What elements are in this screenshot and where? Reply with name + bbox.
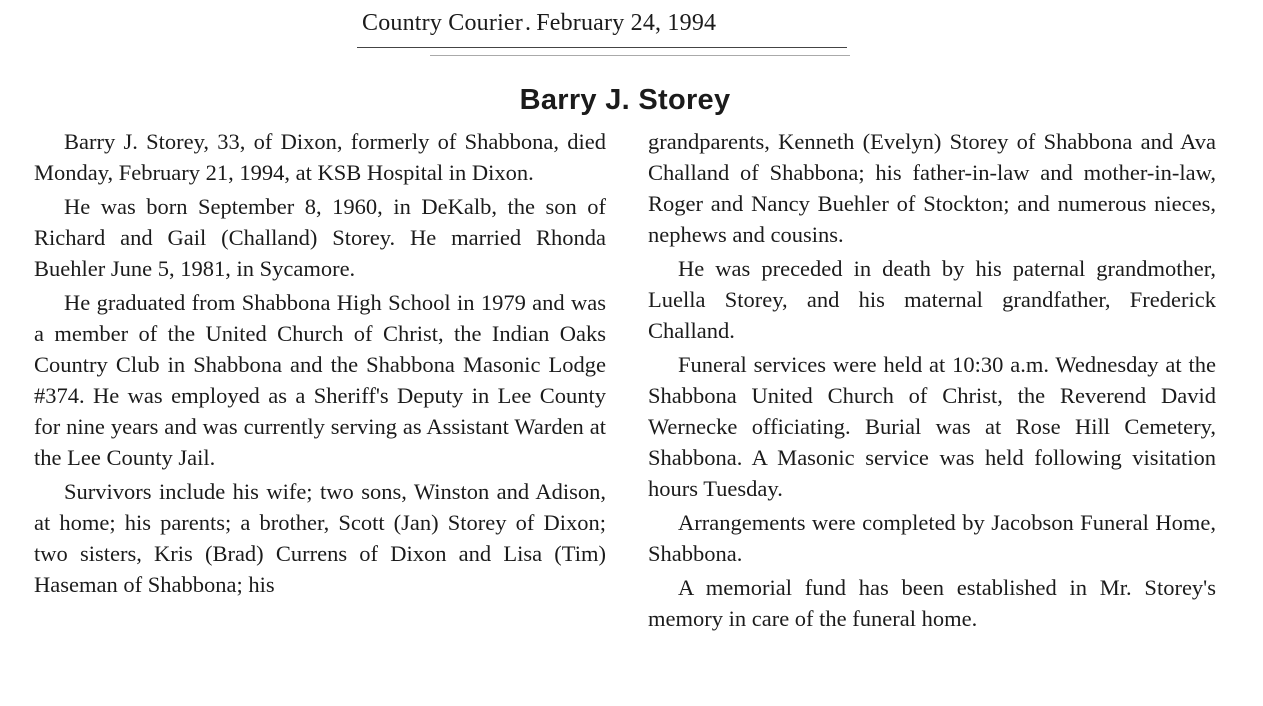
paragraph-birth-marriage: He was born September 8, 1960, in DeKalb, the son of Richard and Gail (Challand) Storey. He married Rhonda Buehler June 5, 1981, in Sycamore. bbox=[34, 194, 606, 281]
paragraph-education-career: He graduated from Shabbona High School in 1979 and was a member of the United Church of Christ, the Indian Oaks Country Club in Shabbona and the Shabbona Masonic Lodge #374. He was employed as a Sheriff's Deputy in Lee County for nine years and was currently serving as Assistant Warden at the Lee County Jail. bbox=[34, 290, 606, 470]
paragraph-memorial-fund: A memorial fund has been established in Mr. Storey's memory in care of the funeral home. bbox=[648, 575, 1216, 631]
paragraph-survivors-continued: grandparents, Kenneth (Evelyn) Storey of Shabbona and Ava Challand of Shabbona; his father-in-law and mother-in-law, Roger and Nancy Buehler of Stockton; and numerous nieces, nephews and cousins. bbox=[648, 129, 1216, 247]
masthead-underline bbox=[357, 47, 847, 48]
article-column-right bbox=[648, 126, 1216, 634]
masthead-separator: . bbox=[524, 10, 532, 36]
obituary-headline: Barry J. Storey bbox=[519, 84, 731, 116]
masthead-secondary-rule bbox=[430, 55, 850, 56]
publication-date: February 24, 1994 bbox=[536, 10, 717, 36]
paragraph-preceded-in-death: He was preceded in death by his paternal grandmother, Luella Storey, and his maternal grandfather, Frederick Challand. bbox=[648, 256, 1216, 343]
article-column-left bbox=[34, 126, 606, 600]
paragraph-death-notice: Barry J. Storey, 33, of Dixon, formerly of Shabbona, died Monday, February 21, 1994, at KSB Hospital in Dixon. bbox=[34, 129, 606, 185]
paragraph-funeral-services: Funeral services were held at 10:30 a.m. Wednesday at the Shabbona United Church of Christ, the Reverend David Wernecke officiating. Burial was at Rose Hill Cemetery, Shabbona. A Masonic service was held following visitation hours Tuesday. bbox=[648, 352, 1216, 501]
paragraph-survivors: Survivors include his wife; two sons, Winston and Adison, at home; his parents; a brother, Scott (Jan) Storey of Dixon; two sisters, Kris (Brad) Currens of Dixon and Lisa (Tim) Haseman of Shabbona; his bbox=[34, 479, 606, 597]
masthead bbox=[362, 10, 840, 37]
paragraph-arrangements: Arrangements were completed by Jacobson Funeral Home, Shabbona. bbox=[648, 510, 1216, 566]
newspaper-name: Country Courier bbox=[362, 10, 523, 36]
